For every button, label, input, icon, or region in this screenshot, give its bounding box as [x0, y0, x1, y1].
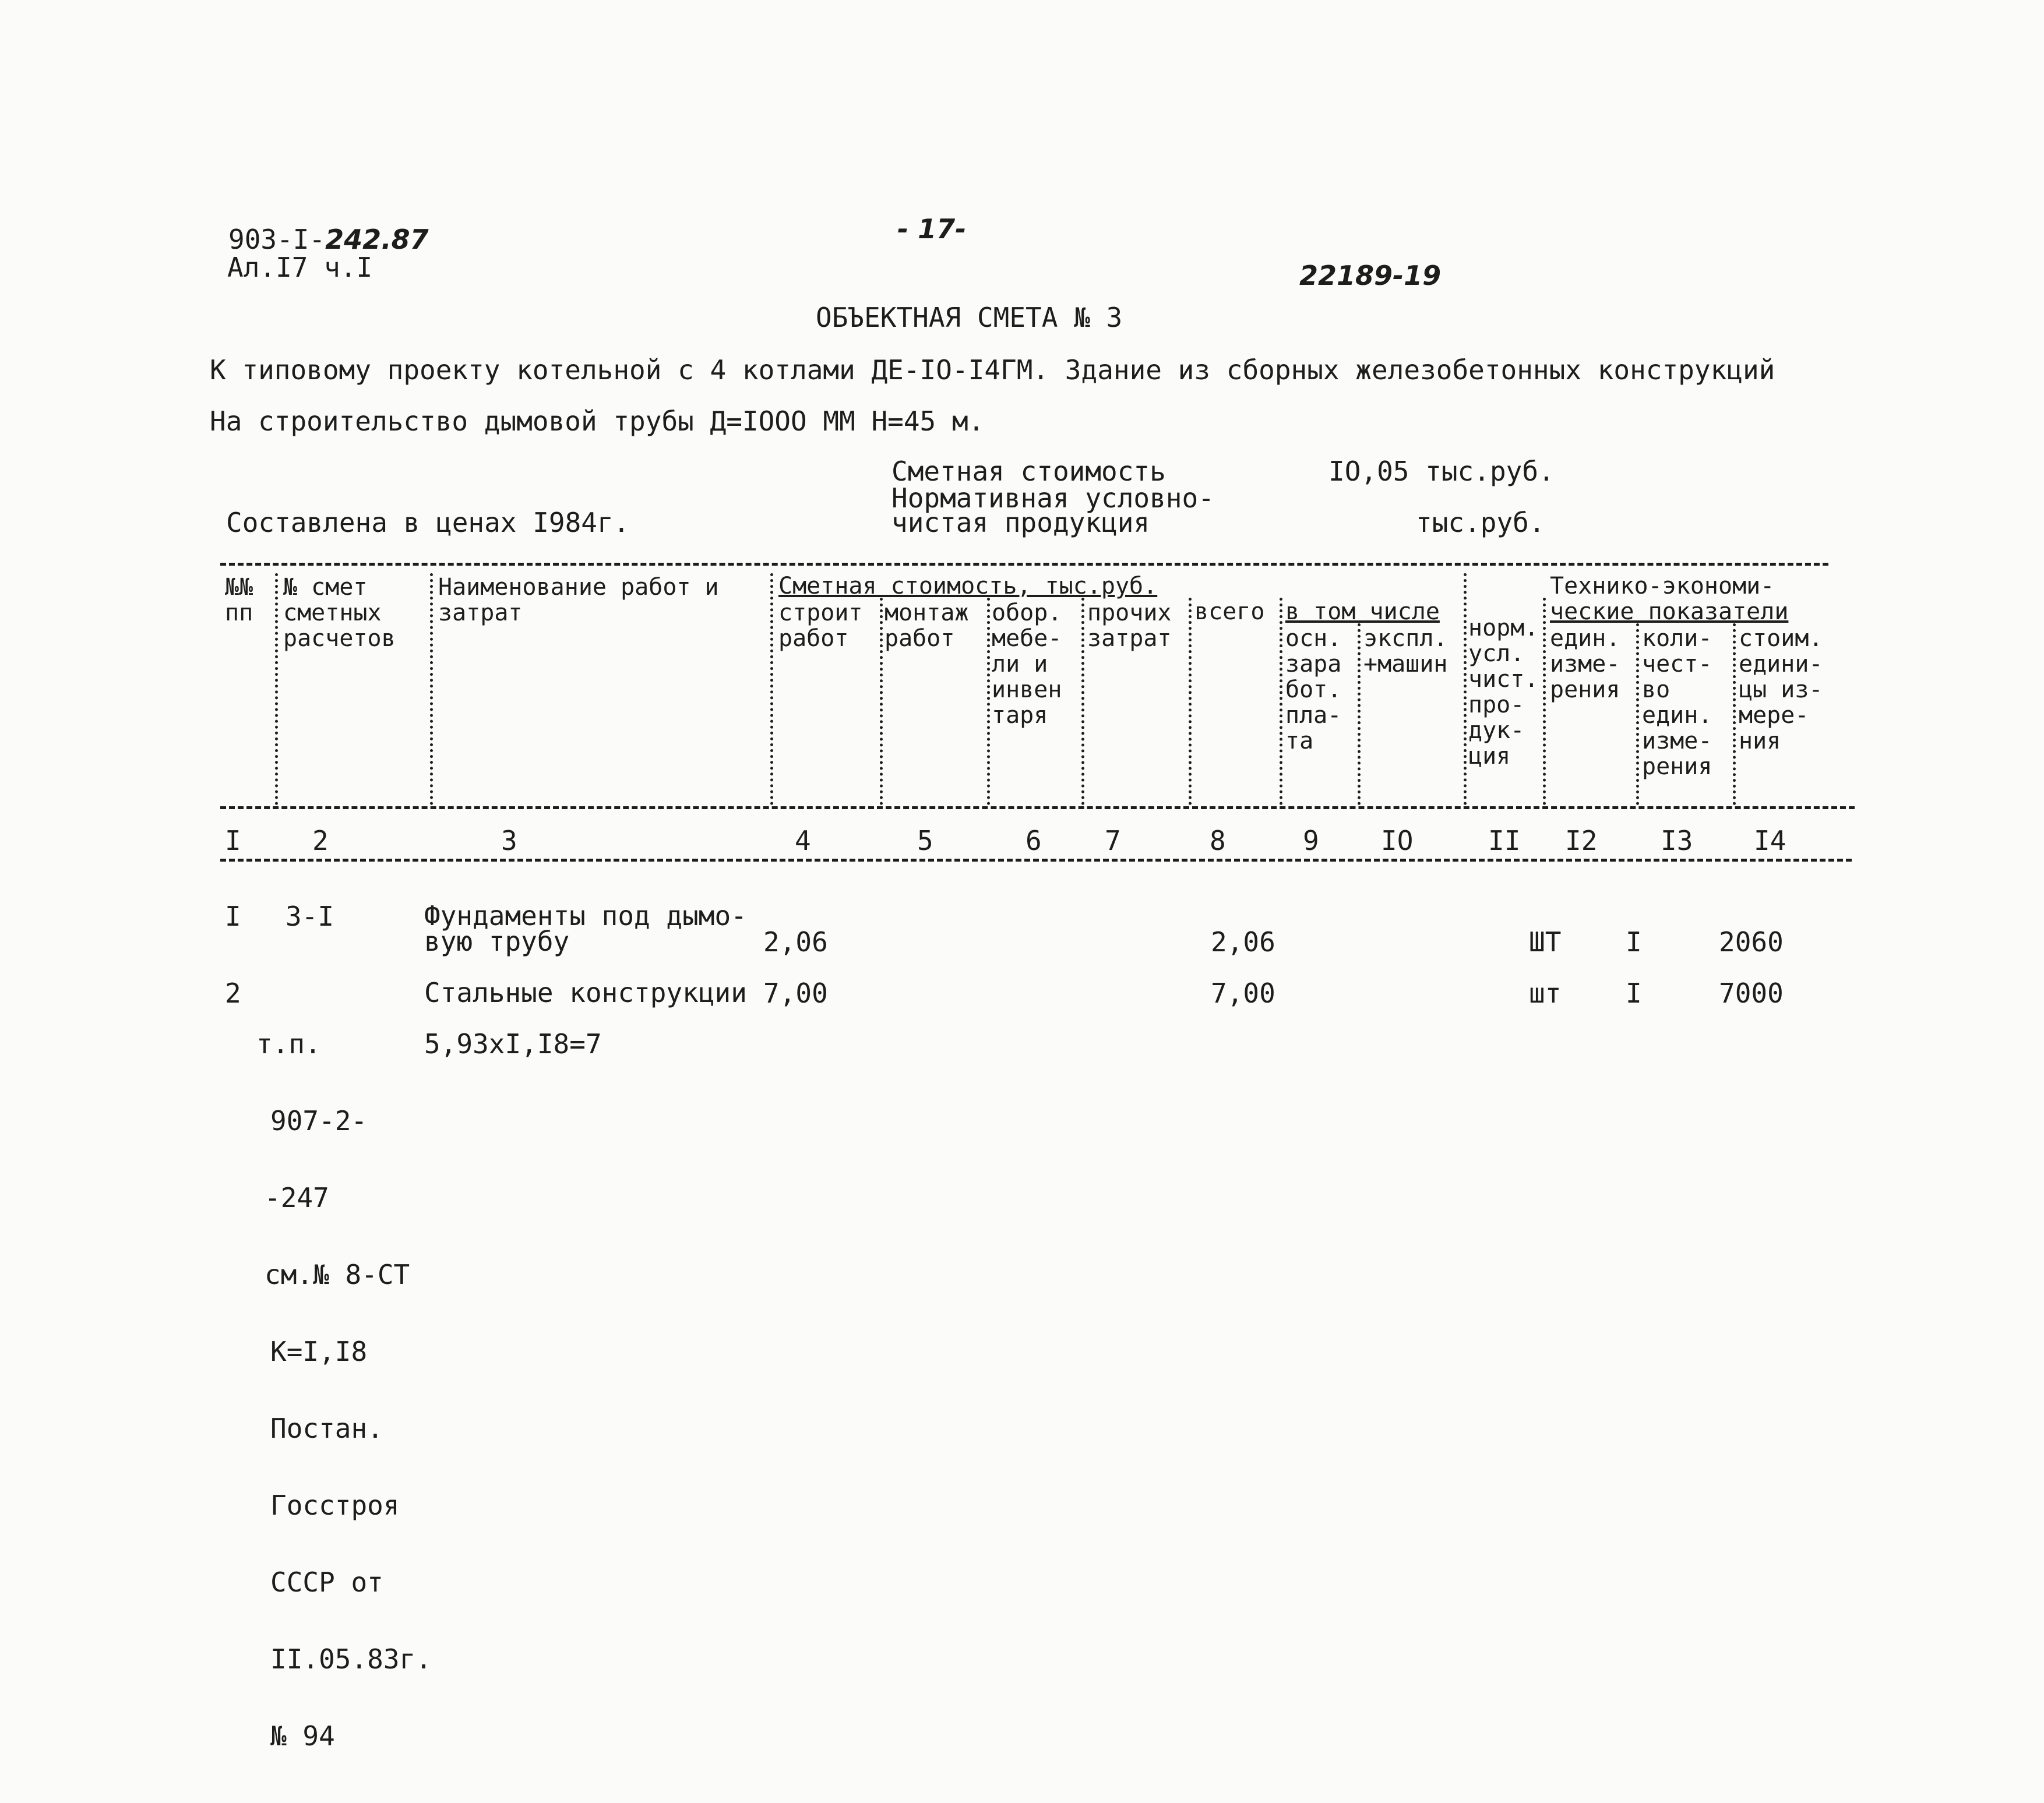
estimate-ref: т.п. 907-2- -247 см.№ 8-СТ К=I,I8 Постан. Госстроя СССР от II.05.83г. № 94: [256, 1028, 432, 1752]
column-divider: [275, 573, 278, 805]
unit-cost: 7000: [1719, 978, 1784, 1009]
header-tech-group-2: ческие показатели: [1550, 598, 1789, 625]
header-normative-product: норм. усл. чист. про- дук- ция: [1468, 615, 1539, 770]
column-number: 5: [917, 825, 933, 856]
unit: шт: [1529, 978, 1562, 1009]
column-divider: [1464, 573, 1467, 805]
construction-cost: 2,06: [763, 926, 828, 958]
norm-label-1: Нормативная условно-: [891, 482, 1214, 514]
header-quantity: коли- чест- во един. изме- рения: [1642, 625, 1712, 780]
quantity: I: [1626, 978, 1642, 1009]
work-name: Фундаменты под дымо- вую трубу: [424, 900, 747, 957]
column-number: 8: [1210, 825, 1226, 856]
row-number: 2: [225, 978, 241, 1009]
column-number: II: [1488, 825, 1521, 856]
header-other: прочих затрат: [1087, 599, 1172, 652]
cost-value: IO,05 тыс.руб.: [1328, 456, 1555, 487]
table-top-rule: [220, 563, 1828, 566]
column-number: IO: [1381, 825, 1414, 856]
header-base-salary: осн. зара бот. пла- та: [1285, 625, 1342, 754]
header-bottom-rule: [220, 806, 1855, 809]
column-number: 6: [1025, 825, 1042, 856]
column-divider: [430, 573, 433, 805]
column-number: 4: [795, 825, 811, 856]
norm-label-2: чистая продукция: [891, 507, 1150, 538]
estimate-title: ОБЪЕКТНАЯ СМЕТА № 3: [816, 302, 1123, 333]
project-line: К типовому проекту котельной с 4 котлами ДЕ-IO-I4ГМ. Здание из сборных железобетонных конструкций: [210, 354, 1775, 386]
document-code: [228, 226, 429, 253]
total-cost: 7,00: [1211, 978, 1275, 1009]
construction-cost: 7,00: [763, 978, 828, 1009]
column-divider: [1636, 623, 1639, 805]
header-work-name: Наименование работ и затрат: [438, 574, 719, 626]
construction-line: На строительство дымовой трубы Д=IOOO ММ Н=45 м.: [210, 405, 985, 437]
column-divider: [770, 573, 773, 805]
page-number: - 17-: [897, 213, 967, 245]
header-installation: монтаж работ: [884, 599, 969, 652]
column-number: 2: [312, 825, 329, 856]
estimate-ref: 3-I: [286, 901, 334, 932]
column-number: I3: [1661, 825, 1693, 856]
header-including-group: в том числе: [1285, 598, 1440, 625]
column-divider: [987, 598, 990, 805]
work-name: Стальные конструкции 5,93хI,I8=7: [424, 977, 747, 1060]
norm-value: тыс.руб.: [1416, 507, 1545, 538]
column-number: I2: [1565, 825, 1598, 856]
column-divider: [1081, 598, 1084, 805]
column-divider: [880, 598, 883, 805]
prices-year: Составлена в ценах I984г.: [226, 507, 630, 538]
header-total: всего: [1194, 598, 1265, 625]
header-construction: строит работ: [778, 599, 863, 652]
column-number: 9: [1303, 825, 1319, 856]
unit-cost: 2060: [1719, 926, 1784, 958]
column-divider: [1543, 598, 1546, 805]
row-number: I: [225, 901, 241, 932]
header-machine-operation: экспл. +машин: [1363, 625, 1448, 678]
column-numbers-rule: [220, 859, 1852, 862]
header-estimate-ref: № смет сметных расчетов: [283, 574, 396, 652]
column-number: I4: [1754, 825, 1786, 856]
header-cost-group: Сметная стоимость, тыс.руб.: [778, 573, 1158, 599]
header-unit: един. изме- рения: [1550, 625, 1620, 703]
document-code-handwritten: 242.87: [325, 224, 429, 255]
header-equipment: обор. мебе- ли и инвен таря: [992, 599, 1062, 729]
sheet-label: Ал.I7 ч.I: [227, 252, 373, 283]
column-divider: [1280, 598, 1282, 805]
column-number: 7: [1105, 825, 1121, 856]
column-divider: [1733, 623, 1736, 805]
header-unit-cost: стоим. едини- цы из- мере- ния: [1739, 625, 1823, 754]
inventory-number: 22189-19: [1299, 260, 1442, 291]
column-divider: [1189, 598, 1192, 805]
quantity: I: [1626, 926, 1642, 958]
cost-label: Сметная стоимость: [891, 456, 1166, 487]
header-row-number: №№ пп: [225, 574, 253, 626]
unit: ШТ: [1529, 926, 1562, 958]
column-number: 3: [501, 825, 517, 856]
header-tech-group-1: Технико-экономи-: [1550, 573, 1775, 599]
column-divider: [1358, 623, 1361, 805]
document-code-printed: 903-I-: [228, 224, 326, 255]
column-number: I: [225, 825, 241, 856]
total-cost: 2,06: [1211, 926, 1275, 958]
